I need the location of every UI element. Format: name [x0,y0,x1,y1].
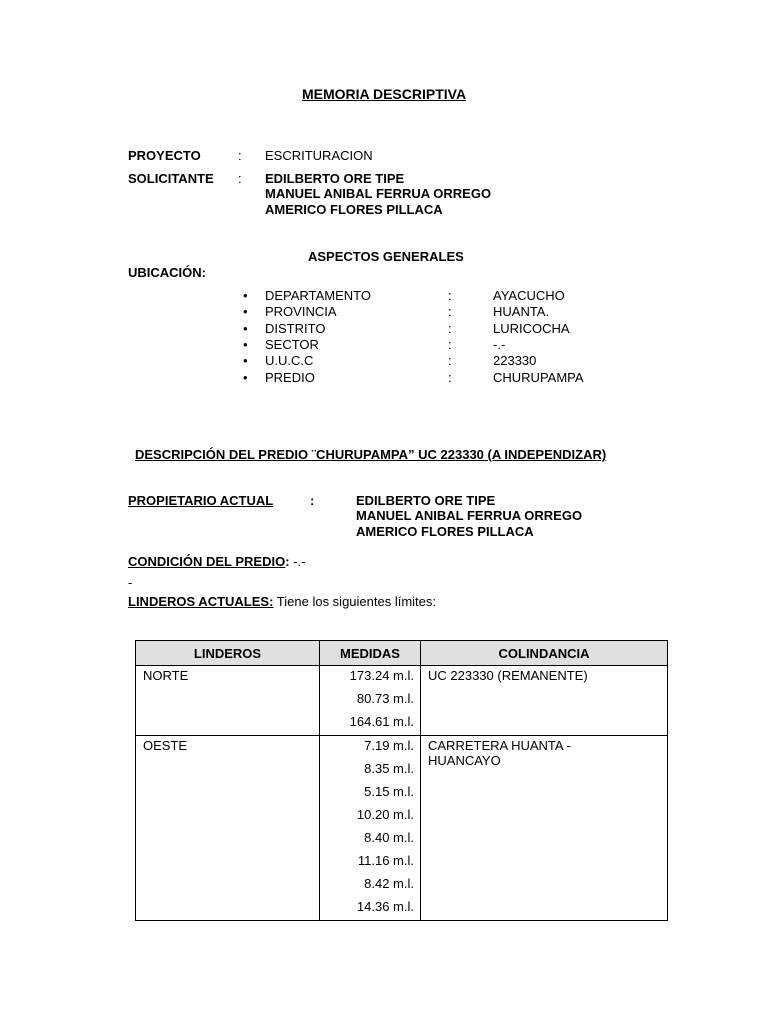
ubicacion-item-separator: : [448,321,452,336]
proyecto-label: PROYECTO [128,148,201,163]
medida-value: 164.61 m.l. [349,714,414,729]
ubicacion-item-separator: : [448,288,452,303]
table-row [136,666,668,736]
ubicacion-item-label: SECTOR [265,337,319,352]
condicion-line [128,554,305,569]
ubicacion-item-separator: : [448,370,452,385]
ubicacion-item-value: CHURUPAMPA [493,370,584,385]
propietario-separator: : [310,493,315,508]
ubicacion-item-value: -.- [493,337,506,352]
solicitante-label: SOLICITANTE [128,171,214,186]
medida-value: 11.16 m.l. [357,853,414,868]
column-header-colindancia: COLINDANCIA [421,641,668,666]
colindancia-cell: UC 223330 (REMANENTE) [421,666,668,736]
ubicacion-item-label: PROVINCIA [265,304,337,319]
aspectos-generales-heading: ASPECTOS GENERALES [308,249,464,264]
ubicacion-label: UBICACIÓN: [128,265,206,280]
ubicacion-item-label: U.U.C.C [265,353,314,368]
medida-value: 5.15 m.l. [364,784,414,799]
bullet-icon [243,304,248,319]
propietario-name: AMERICO FLORES PILLACA [356,524,534,539]
ubicacion-item-value: HUANTA. [493,304,550,319]
propietario-label: PROPIETARIO ACTUAL [128,493,274,508]
medida-value: 8.42 m.l. [364,876,414,891]
medida-value: 10.20 m.l. [356,807,414,822]
condicion-label: CONDICIÓN DEL PREDIO [128,554,286,569]
medidas-cell [320,666,421,736]
solicitante-name: MANUEL ANIBAL FERRUA ORREGO [265,186,492,201]
page-title: MEMORIA DESCRIPTIVA [301,86,467,102]
bullet-icon [243,337,248,352]
ubicacion-item-separator: : [448,337,452,352]
ubicacion-item-value: LURICOCHA [493,321,570,336]
descripcion-heading: DESCRIPCIÓN DEL PREDIO ¨CHURUPAMPA” UC 223330 (A INDEPENDIZAR) [135,447,607,462]
solicitante-name: AMERICO FLORES PILLACA [265,202,443,217]
table-header-row [136,641,668,666]
medidas-cell [320,736,421,921]
solicitante-name: EDILBERTO ORE TIPE [265,171,405,186]
medida-value: 173.24 m.l. [349,668,414,683]
linderos-actuales-label: LINDEROS ACTUALES: [128,594,274,609]
colindancia-line: HUANCAYO [428,753,501,768]
solicitante-separator: : [238,171,242,186]
ubicacion-item-value: 223330 [493,353,537,368]
proyecto-separator: : [238,148,242,163]
linderos-table [135,640,668,921]
colindancia-cell [421,736,668,921]
ubicacion-item-separator: : [448,304,452,319]
medida-value: 8.35 m.l. [364,761,414,776]
lindero-cell: NORTE [136,666,320,736]
propietario-name: EDILBERTO ORE TIPE [356,493,496,508]
table-row [136,736,668,921]
condicion-value: -.- [293,554,306,569]
medida-value: 14.36 m.l. [356,899,414,914]
ubicacion-item-label: PREDIO [265,370,315,385]
stray-dash: - [128,575,133,590]
ubicacion-item-value: AYACUCHO [493,288,565,303]
bullet-icon [243,370,248,385]
proyecto-value: ESCRITURACION [265,148,373,163]
medida-value: 8.40 m.l. [364,830,414,845]
column-header-linderos: LINDEROS [136,641,320,666]
linderos-actuales-text: Tiene los siguientes límites: [276,594,436,609]
medida-value: 7.19 m.l. [364,738,414,753]
ubicacion-item-label: DISTRITO [265,321,326,336]
linderos-actuales-line [128,594,436,609]
ubicacion-item-separator: : [448,353,452,368]
column-header-medidas: MEDIDAS [320,641,421,666]
propietario-name: MANUEL ANIBAL FERRUA ORREGO [356,508,583,523]
condicion-colon: : [285,554,290,569]
bullet-icon [243,288,248,303]
colindancia-line: CARRETERA HUANTA - [428,738,571,753]
bullet-icon [243,353,248,368]
bullet-icon [243,321,248,336]
ubicacion-item-label: DEPARTAMENTO [265,288,371,303]
medida-value: 80.73 m.l. [356,691,414,706]
lindero-cell: OESTE [136,736,320,921]
